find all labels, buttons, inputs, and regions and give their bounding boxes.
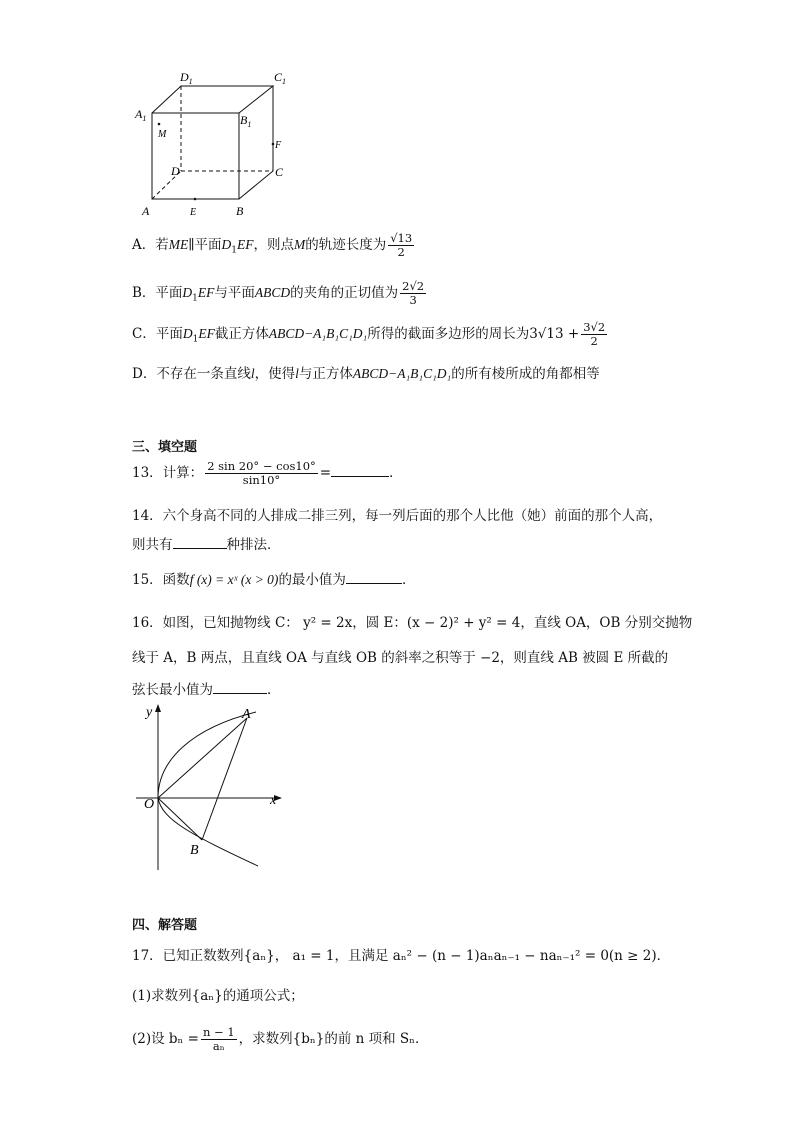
option-a-me: ME (168, 237, 189, 252)
line-ob (158, 798, 202, 840)
question-16-line2: 线于 A，B 两点，且直线 OA 与直线 OB 的斜率之积等于 −2，则直线 AB 被圆 E 所截的 (132, 650, 669, 666)
label-b: B (236, 204, 244, 218)
option-c (132, 321, 609, 350)
option-d-l: l (250, 366, 255, 381)
q14-line2b: 种排法． (226, 537, 281, 553)
section-4-title: 四、解答题 (132, 918, 198, 933)
label-d1: $D_1$ (180, 70, 193, 86)
option-b-mid: 与平面 (214, 285, 255, 301)
q16-line3a: 弦长最小值为 (132, 682, 213, 698)
option-b-den: 3 (409, 293, 417, 307)
label-o: O (144, 797, 155, 812)
option-a-tail: 的轨迹长度为 (305, 237, 387, 253)
q16-answer-blank[interactable] (213, 681, 267, 694)
q13-end: ． (389, 465, 403, 481)
label-a1: $A_1$ (135, 107, 147, 123)
q15-tail: 的最小值为 (278, 572, 346, 588)
option-a-plane-d: D (221, 237, 232, 252)
point-e (194, 198, 197, 201)
question-14-line2 (132, 535, 281, 555)
option-a (132, 232, 416, 261)
label-a: A (142, 204, 150, 218)
question-13 (132, 460, 403, 487)
option-a-plane: 平面 (194, 237, 222, 253)
option-d (132, 364, 600, 384)
label-f: F (275, 140, 282, 151)
q15-end: ． (401, 572, 416, 588)
q13-answer-blank[interactable] (331, 464, 389, 477)
question-15 (132, 570, 415, 590)
q15-answer-blank[interactable] (346, 571, 402, 584)
label-e: E (190, 207, 197, 218)
option-a-sub: 1 (231, 245, 237, 256)
option-c-prefix: C．平面 (132, 326, 183, 342)
option-c-sub: 1 (192, 334, 199, 345)
label-a-point: A (242, 707, 251, 722)
option-d-cube: ABCD−A₁B₁C₁D₁ (352, 366, 452, 381)
option-a-prefix: A．若 (132, 237, 169, 253)
option-b-fraction (400, 280, 426, 307)
q16-line3b: ． (267, 682, 281, 698)
label-x: x (270, 793, 277, 808)
option-c-den: 2 (590, 334, 598, 348)
option-b-plane-rest: EF (197, 285, 215, 300)
option-d-l2: l (295, 366, 299, 381)
option-d-mid2: 与正方体 (298, 366, 353, 382)
cube-edge-cb (239, 171, 273, 199)
option-c-plane-d: D (182, 326, 193, 341)
q13-num: 2 sin 20° − cos10° (207, 459, 316, 473)
option-b-num: 2√2 (402, 279, 425, 293)
cube-top-edges (152, 86, 273, 113)
q14-line2a: 则共有 (132, 537, 173, 553)
q14-answer-blank[interactable] (173, 536, 227, 549)
option-a-fraction (388, 232, 414, 259)
option-c-value: 3√13 + (529, 326, 580, 342)
q17-part2-prefix: (2)设 bₙ = (132, 1031, 199, 1047)
q17-num: n − 1 (203, 1025, 235, 1039)
option-c-cube: ABCD−A₁B₁C₁D₁ (268, 326, 368, 341)
question-17-part2 (132, 1026, 429, 1053)
option-c-plane-rest: EF (198, 326, 215, 341)
option-a-den: 2 (397, 245, 405, 259)
label-b-point: B (190, 843, 199, 858)
option-b-prefix: B．平面 (132, 285, 183, 301)
question-16-line3 (132, 680, 281, 700)
option-d-prefix: D．不存在一条直线 (132, 366, 251, 382)
question-16-line1: 16．如图，已知抛物线 C： y² = 2x，圆 E：(x − 2)² + y² = 4，直线 OA，OB 分别交抛物 (132, 615, 693, 631)
option-c-mid: 截正方体 (214, 326, 269, 342)
section-3-title: 三、填空题 (132, 440, 198, 455)
label-d: D (171, 164, 180, 178)
option-c-tail: 所得的截面多边形的周长为 (367, 326, 530, 342)
option-a-comma: ，则点 (253, 237, 294, 253)
option-b (132, 280, 428, 309)
question-14-line1: 14．六个身高不同的人排成二排三列，每一列后面的那个人比他（她）前面的那个人高， (132, 508, 663, 524)
option-c-num: 3√2 (583, 320, 606, 334)
label-b1: $B_1$ (240, 113, 252, 129)
label-c1: $C_1$ (274, 70, 287, 86)
q13-prefix: 13．计算： (132, 465, 204, 481)
parabola-curve (158, 712, 258, 866)
cube-front-face (152, 113, 239, 199)
label-c: C (275, 165, 284, 179)
q17-fraction (201, 1026, 237, 1053)
option-a-parallel: ∥ (188, 237, 195, 253)
point-f (272, 143, 275, 146)
y-axis-arrow (155, 704, 161, 712)
option-b-abcd: ABCD (254, 285, 291, 300)
question-17-part1: (1)求数列{aₙ}的通项公式； (132, 988, 304, 1004)
q13-eq: = (319, 465, 332, 481)
q17-part2-tail: ，求数列{bₙ}的前 n 项和 Sₙ． (238, 1031, 429, 1047)
parabola-figure (132, 700, 292, 875)
q13-den: sin10° (242, 473, 281, 487)
q13-fraction (205, 460, 318, 487)
label-m: M (158, 129, 167, 140)
line-ab (202, 718, 247, 840)
option-d-tail: 的所有棱所成的角都相等 (451, 366, 600, 382)
q15-prefix: 15．函数 (132, 572, 190, 588)
option-c-fraction (581, 321, 607, 348)
option-a-m: M (293, 237, 306, 252)
question-17-line1: 17．已知正数数列{aₙ}， a₁ = 1，且满足 aₙ² − (n − 1)aₙaₙ₋₁ − naₙ₋₁² = 0(n ≥ 2)． (132, 948, 671, 964)
option-d-mid: ，使得 (254, 366, 296, 382)
cube-figure (130, 66, 300, 226)
q17-den: aₙ (212, 1039, 225, 1053)
option-b-sub: 1 (192, 293, 198, 304)
point-m (158, 123, 161, 126)
option-b-tail: 的夹角的正切值为 (290, 285, 399, 301)
option-b-plane-d: D (182, 285, 193, 300)
q15-expr: f (x) = xˣ (x > 0) (189, 572, 279, 587)
label-y: y (146, 705, 153, 720)
option-a-plane-rest: EF (236, 237, 254, 252)
line-oa (158, 718, 247, 798)
option-a-num: √13 (390, 231, 413, 245)
